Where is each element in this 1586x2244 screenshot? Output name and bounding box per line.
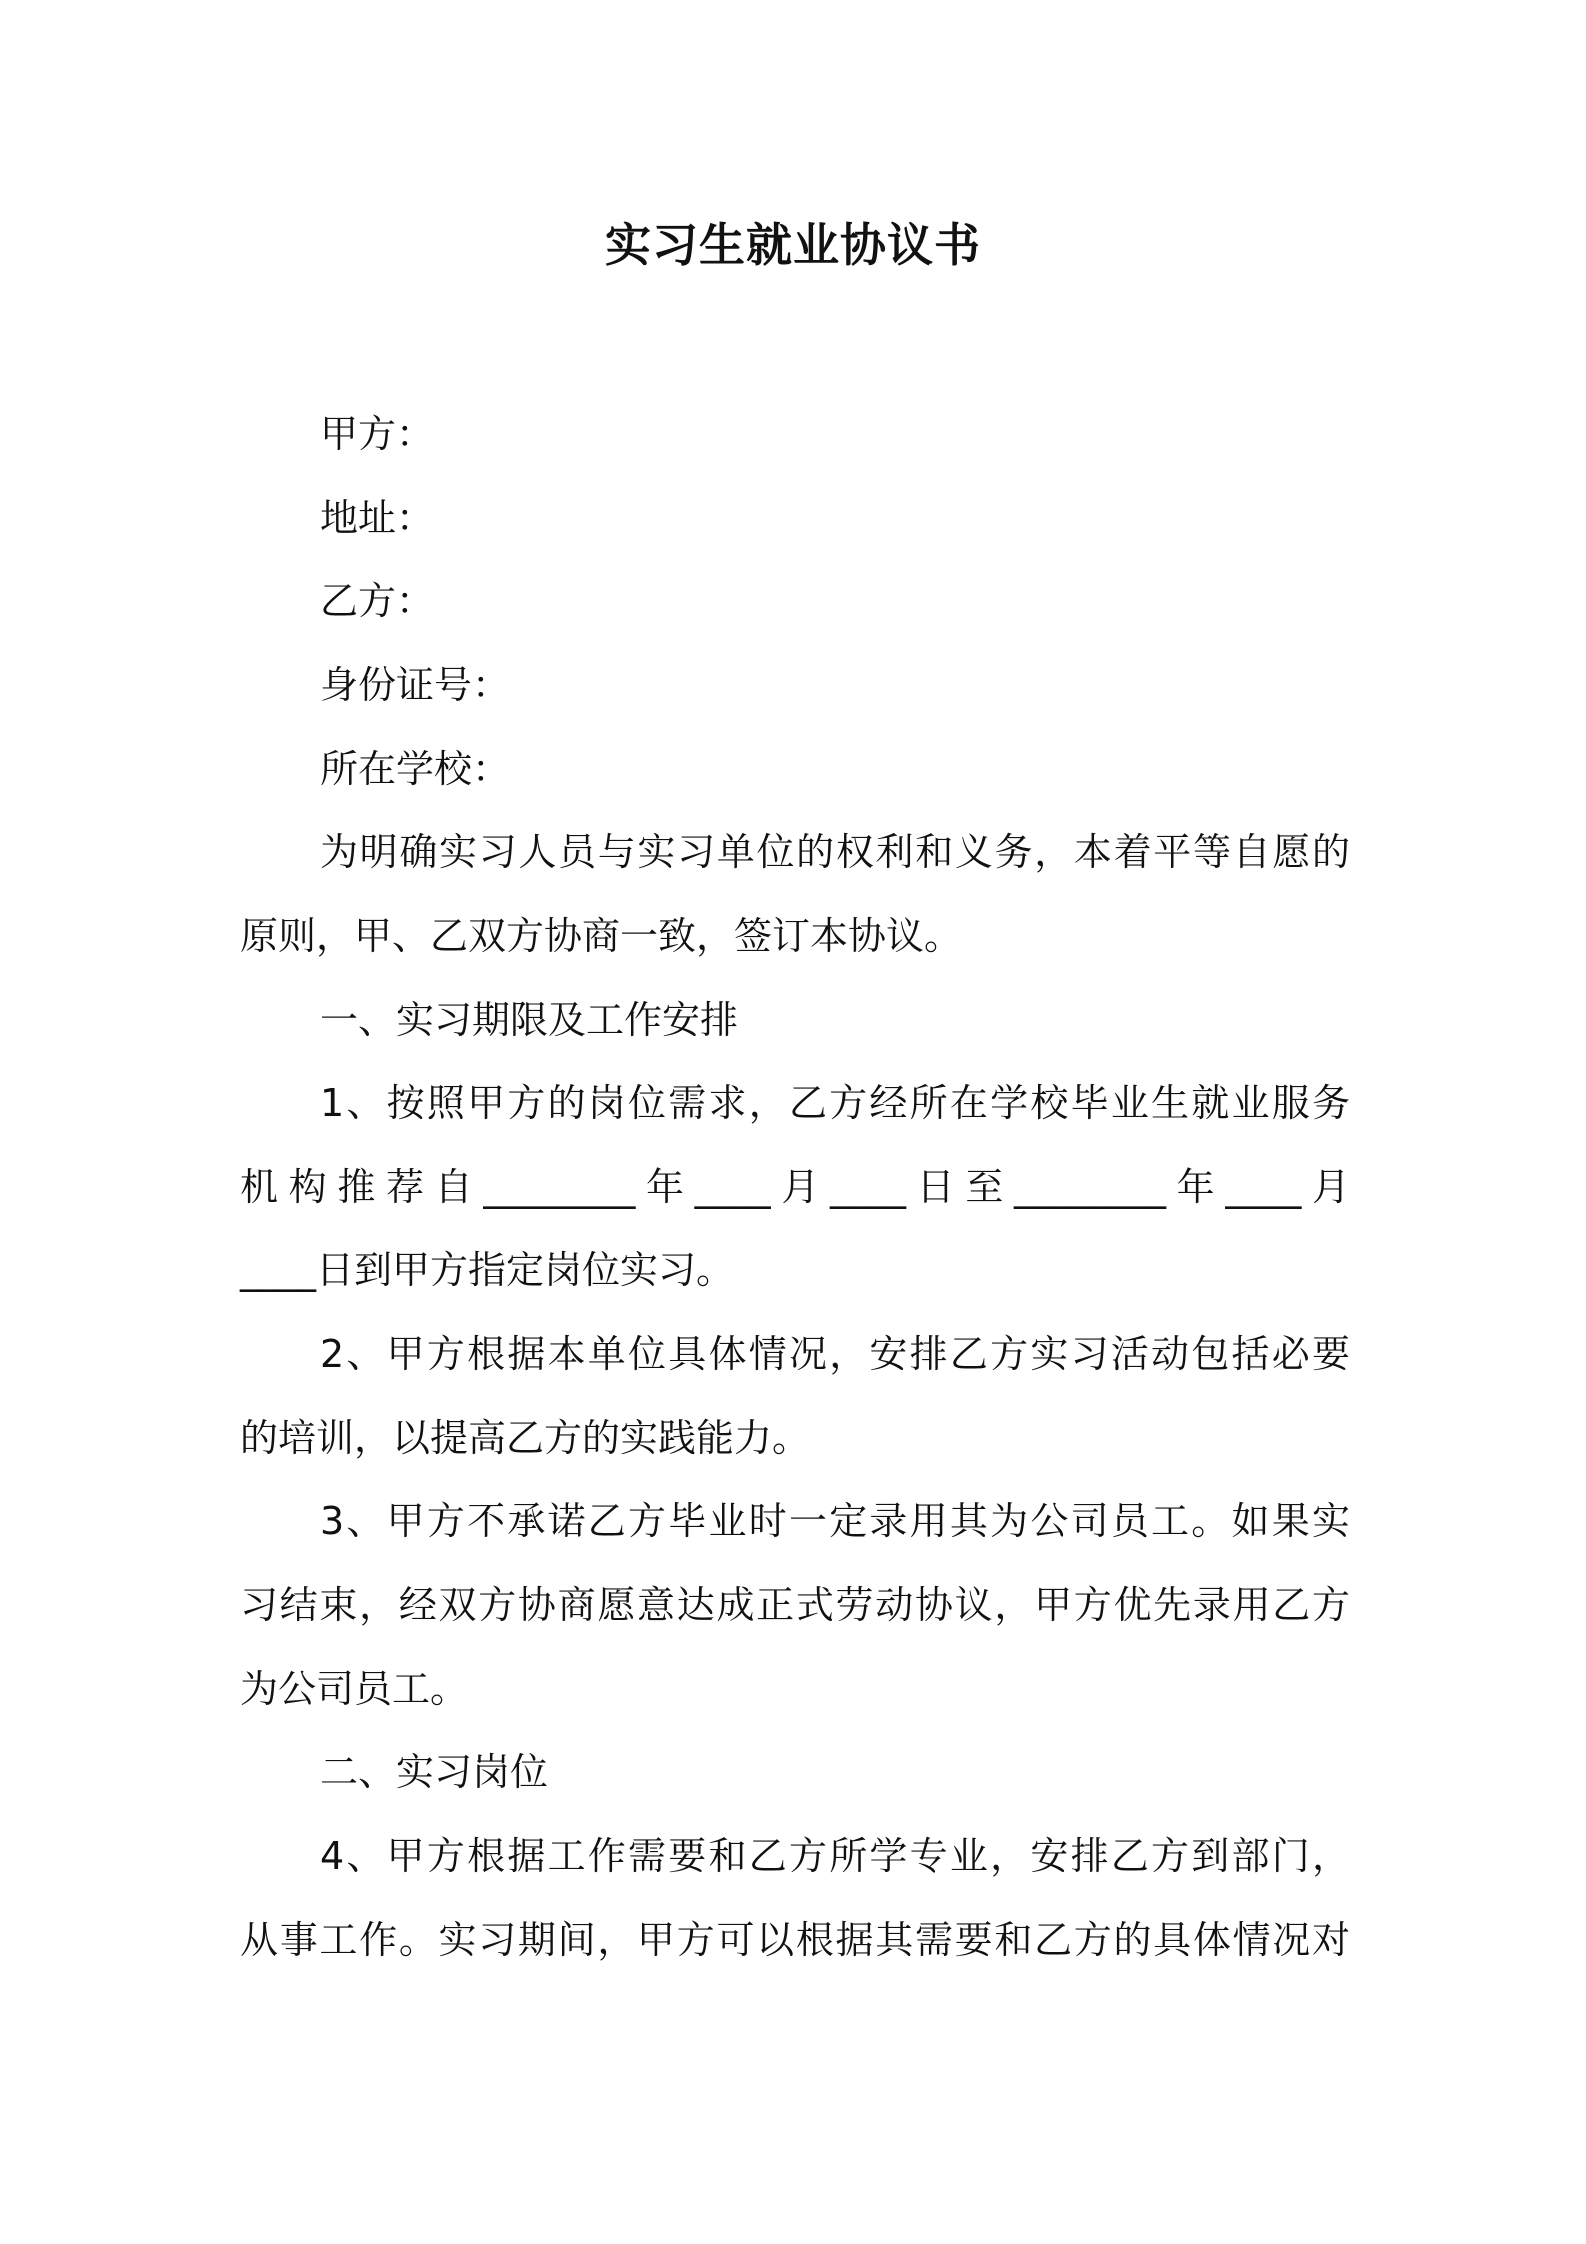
clause-3-line-1: 3、甲方不承诺乙方毕业时一定录用其为公司员工。如果实 xyxy=(320,1499,1350,1543)
section-2-heading: 二、实习岗位 xyxy=(320,1750,549,1794)
party-b-label: 乙方： xyxy=(320,579,435,623)
document-title: 实习生就业协议书 xyxy=(605,218,981,272)
clause-3-line-2: 习结束，经双方协商愿意达成正式劳动协议，甲方优先录用乙方 xyxy=(240,1583,1350,1627)
clause-4-line-2: 从事工作。实习期间，甲方可以根据其需要和乙方的具体情况对 xyxy=(240,1918,1350,1962)
intro-line-1: 为明确实习人员与实习单位的权利和义务，本着平等自愿的 xyxy=(320,830,1350,874)
clause-1-line-3: ____日到甲方指定岗位实习。 xyxy=(240,1248,735,1292)
id-number-label: 身份证号： xyxy=(320,663,511,707)
clause-4-line-1: 4、甲方根据工作需要和乙方所学专业，安排乙方到部门， xyxy=(320,1834,1350,1878)
clause-2-line-1: 2、甲方根据本单位具体情况，安排乙方实习活动包括必要 xyxy=(320,1332,1350,1376)
clause-1-line-2: 机构推荐自________年____月____日至________年____月 xyxy=(240,1165,1350,1209)
clause-2-line-2: 的培训，以提高乙方的实践能力。 xyxy=(240,1416,811,1460)
party-a-label: 甲方： xyxy=(320,412,435,456)
intro-line-2: 原则，甲、乙双方协商一致，签订本协议。 xyxy=(240,914,963,958)
address-label: 地址： xyxy=(320,496,435,540)
section-1-heading: 一、实习期限及工作安排 xyxy=(320,998,739,1042)
school-label: 所在学校： xyxy=(320,747,511,791)
clause-3-line-3: 为公司员工。 xyxy=(240,1667,469,1711)
clause-1-line-1: 1、按照甲方的岗位需求，乙方经所在学校毕业生就业服务 xyxy=(320,1081,1350,1125)
